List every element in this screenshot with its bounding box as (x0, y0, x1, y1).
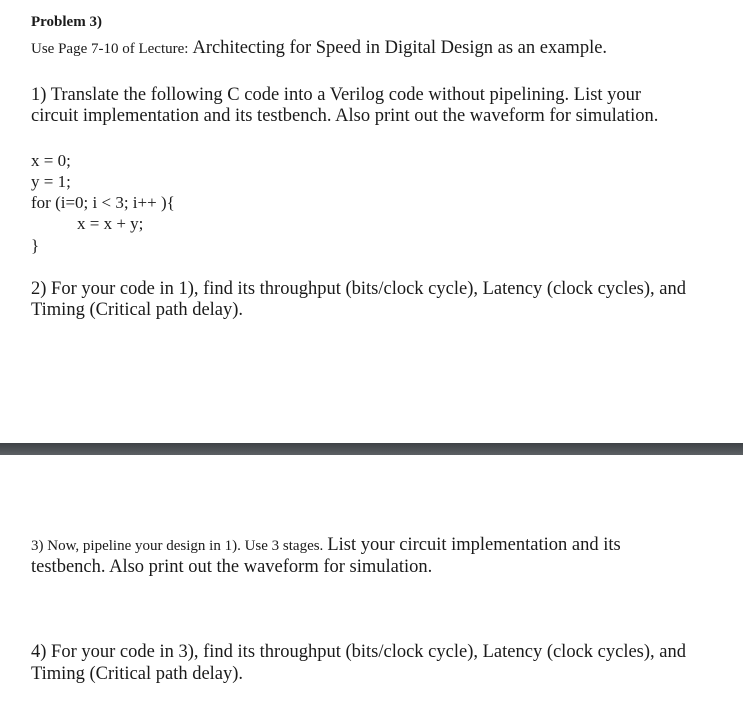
intro-prefix: Use Page 7-10 of Lecture: (31, 41, 189, 57)
problem-title: Problem 3) (31, 14, 102, 30)
intro-main: Architecting for Speed in Digital Design as an example. (192, 38, 608, 58)
q2-line2: Timing (Critical path delay). (31, 300, 244, 320)
q4-line2: Timing (Critical path delay). (31, 664, 244, 684)
q4-line1: 4) For your code in 3), find its throughput (bits/clock cycle), Latency (clock cycles), and (31, 642, 687, 662)
q1-line1: 1) Translate the following C code into a Verilog code without pipelining. List your (31, 85, 642, 105)
page-divider (0, 443, 743, 455)
q3-line1 (31, 535, 621, 556)
code-line-5: } (31, 236, 40, 255)
code-line-1: x = 0; (31, 151, 71, 170)
q1-line2: circuit implementation and its testbench. Also print out the waveform for simulation. (31, 106, 659, 126)
code-line-2: y = 1; (31, 172, 71, 191)
q3-line2: testbench. Also print out the waveform for simulation. (31, 557, 433, 577)
q3-main: List your circuit implementation and its (327, 535, 621, 555)
q2-line1: 2) For your code in 1), find its throughput (bits/clock cycle), Latency (clock cycles), and (31, 279, 687, 299)
q3-prefix: 3) Now, pipeline your design in 1). Use 3 stages. (31, 538, 324, 554)
code-line-3: for (i=0; i < 3; i++ ){ (31, 193, 175, 212)
problem-intro (31, 38, 607, 59)
code-line-4: x = x + y; (77, 214, 144, 233)
